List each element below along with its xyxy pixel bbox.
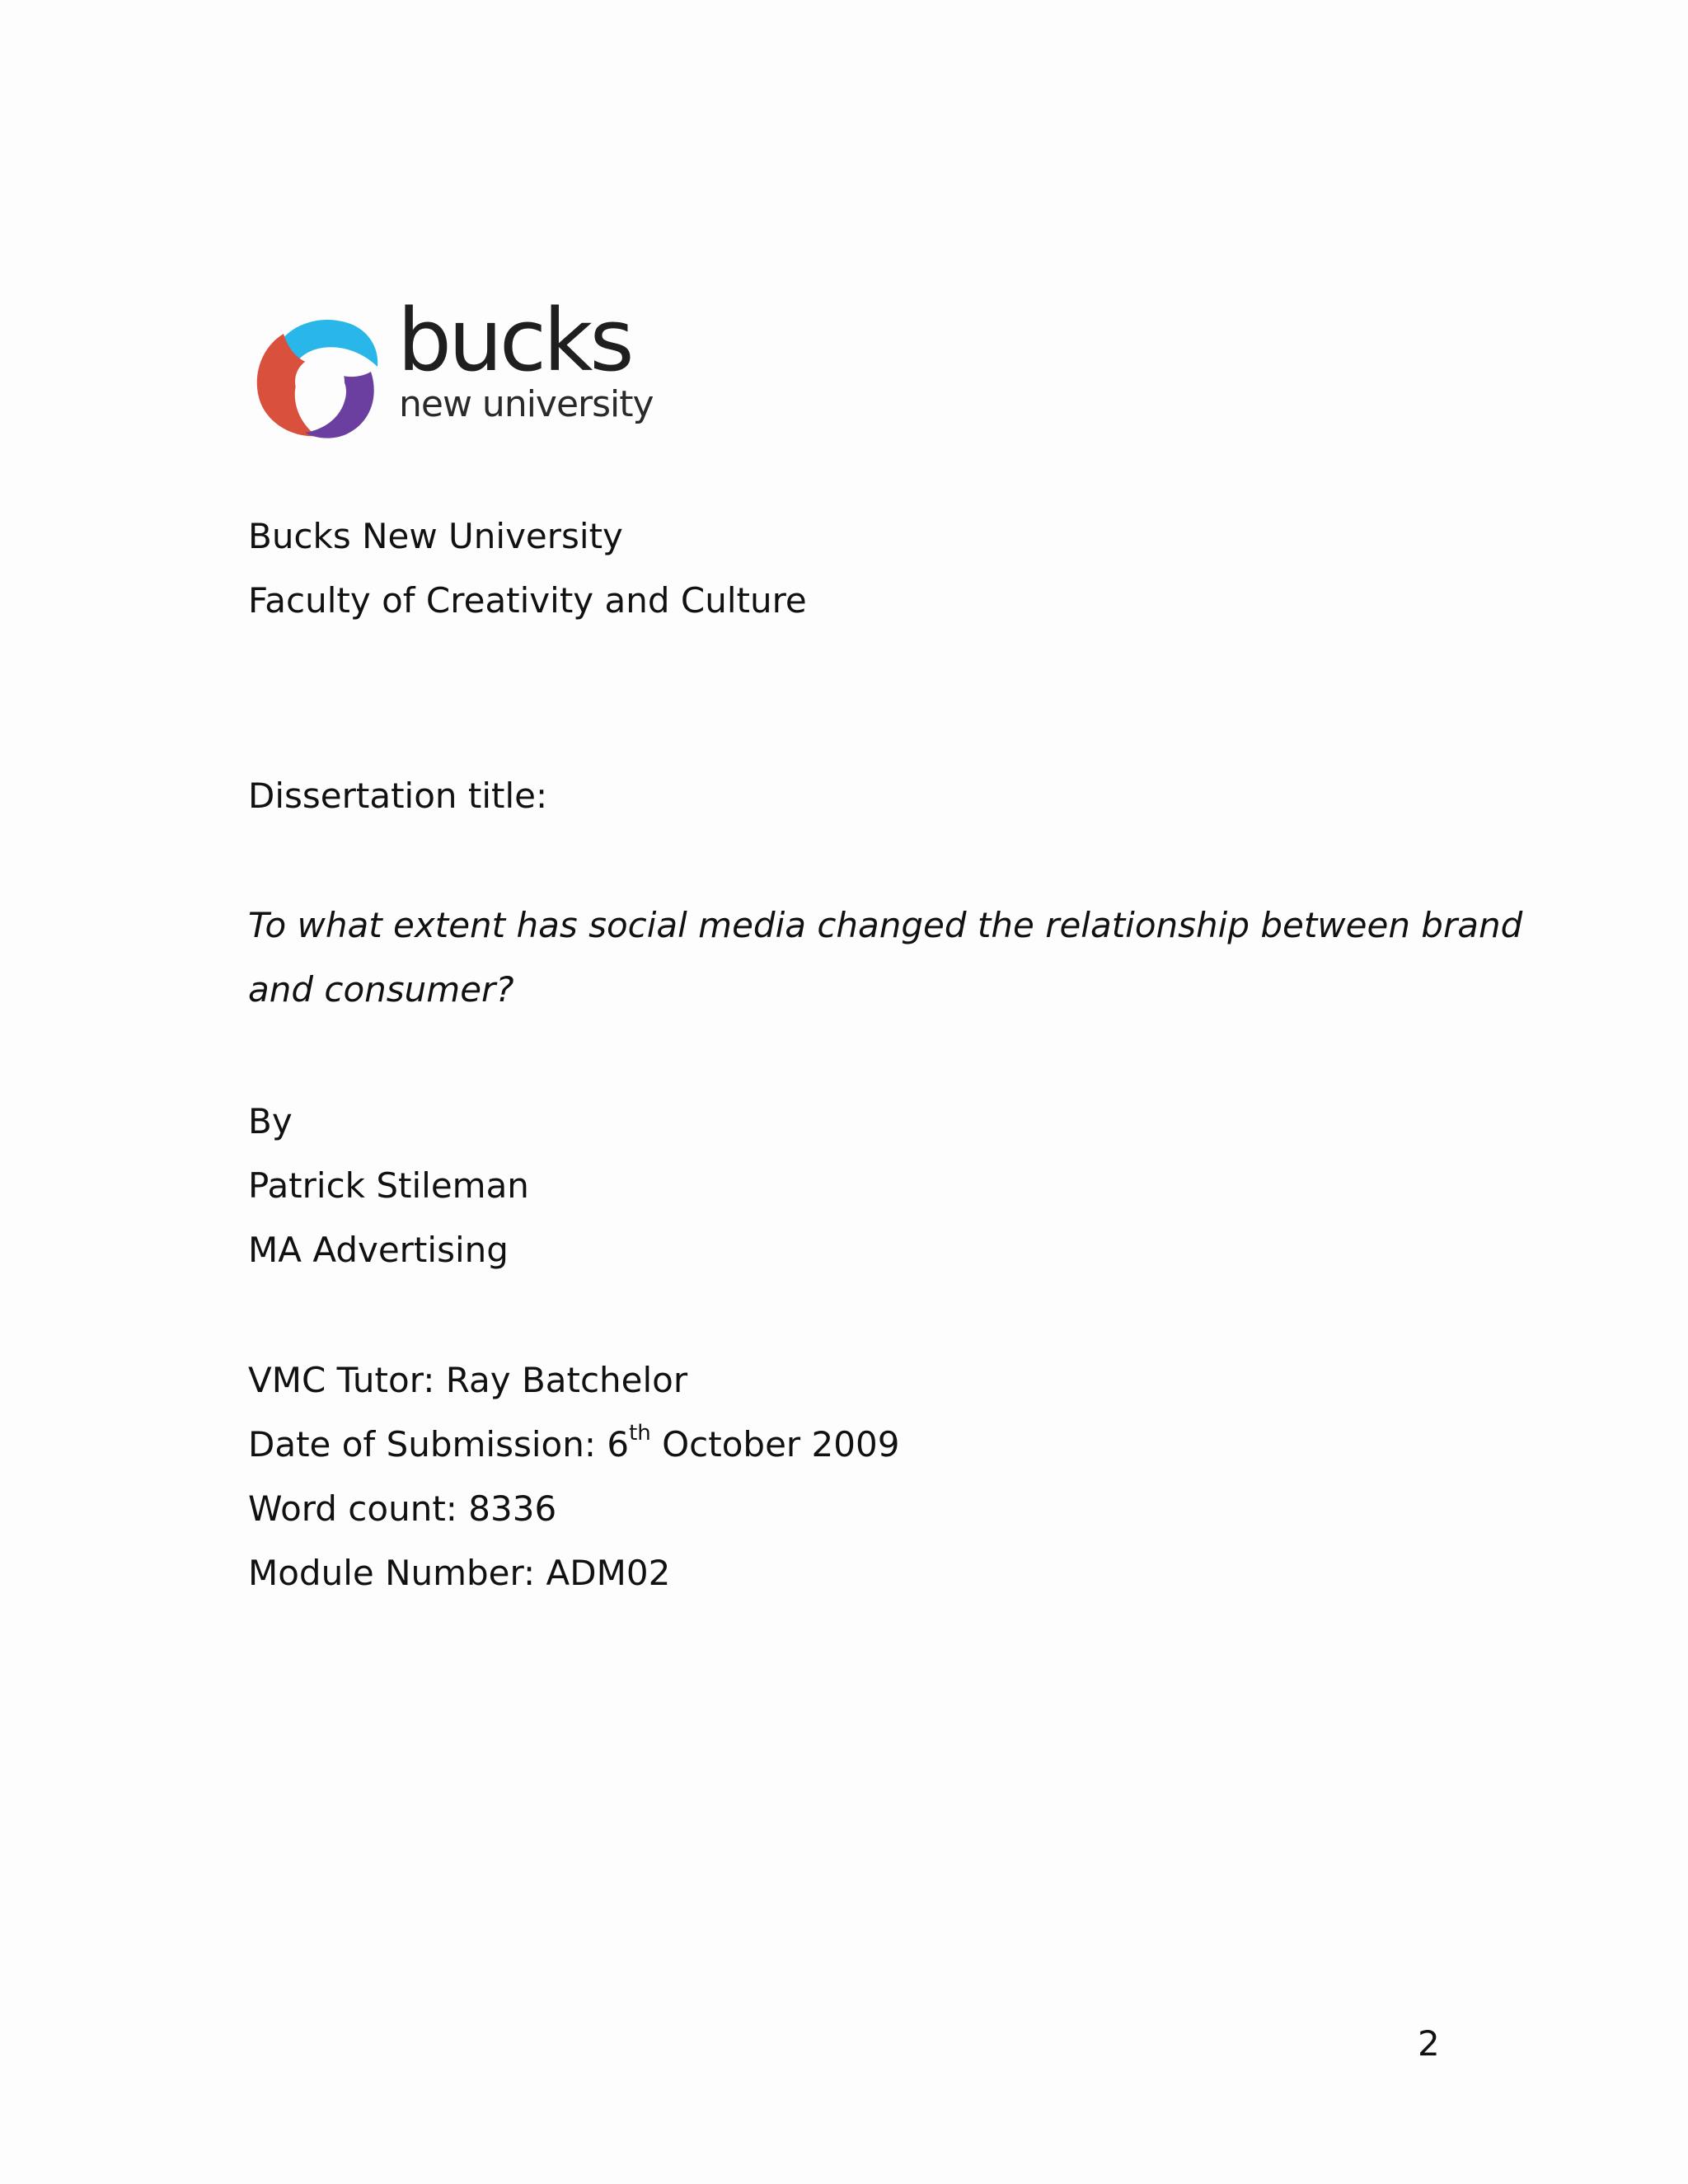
logo-wordmark: bucks	[397, 290, 631, 391]
logo-subline: new university	[399, 383, 654, 425]
faculty-name: Faculty of Creativity and Culture	[248, 580, 807, 621]
university-logo	[247, 290, 654, 441]
dissertation-label: Dissertation title:	[248, 776, 548, 816]
by-label: By	[248, 1101, 293, 1141]
submission-date-line	[248, 1421, 900, 1465]
tutor-line: VMC Tutor: Ray Batchelor	[248, 1360, 688, 1400]
submission-date-ordinal: th	[629, 1421, 651, 1446]
university-name: Bucks New University	[248, 516, 623, 556]
submission-date-prefix: Date of Submission: 6	[248, 1424, 630, 1465]
author-name: Patrick Stileman	[248, 1165, 529, 1206]
page-number: 2	[1418, 2023, 1440, 2064]
course-name: MA Advertising	[248, 1230, 509, 1270]
module-number-line: Module Number: ADM02	[248, 1553, 671, 1593]
word-count-line: Word count: 8336	[248, 1488, 557, 1529]
dissertation-title-line-1: To what extent has social media changed the relationship between brand	[248, 905, 1523, 945]
dissertation-title-line-2: and consumer?	[248, 969, 514, 1010]
logo-swirl-icon	[247, 309, 387, 441]
submission-date-suffix: October 2009	[650, 1424, 900, 1465]
